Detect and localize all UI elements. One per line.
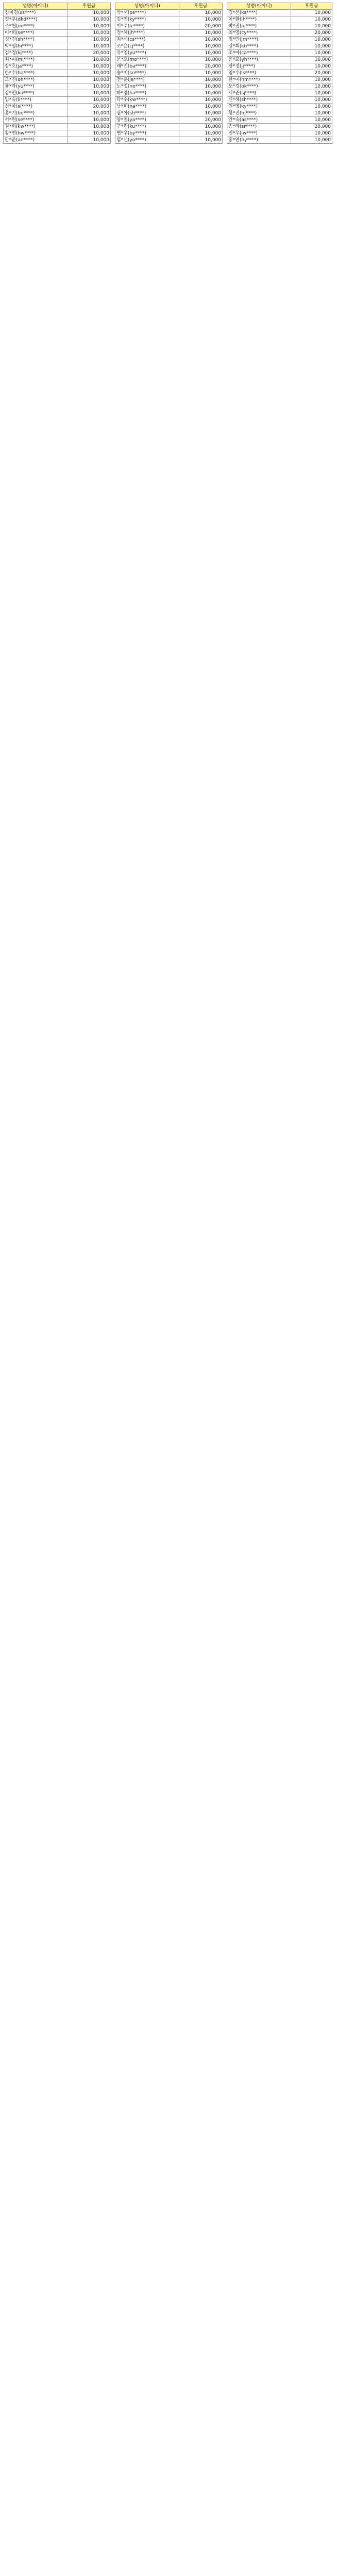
donor-name: 안*숙(as****) (227, 117, 291, 124)
table-row (227, 90, 332, 97)
table-row (115, 83, 223, 90)
donation-amount: 10,000 (291, 23, 332, 30)
donor-name: 박*서(ps****) (115, 10, 179, 16)
donor-name: 신*혜(sh****) (227, 97, 291, 104)
donation-amount: 10,000 (68, 57, 111, 63)
donation-amount: 10,000 (68, 30, 111, 37)
donor-name: 성*진(sh****) (4, 37, 68, 43)
table-row (227, 117, 332, 124)
donation-amount: 10,000 (179, 37, 223, 43)
donation-amount: 10,000 (291, 90, 332, 97)
donor-name: 서*준(sj****) (227, 90, 291, 97)
donor-name: 김미경(ss****) (4, 10, 68, 16)
donor-name: 심*아(sh****) (115, 110, 179, 117)
donation-amount: 10,000 (68, 137, 111, 144)
name-column-header: 성명(아이디) (115, 3, 179, 10)
donor-name: 최*미(mi****) (4, 57, 68, 63)
donation-amount: 20,000 (68, 104, 111, 110)
donor-name: 조*은(cj****) (115, 43, 179, 50)
donor-name: 송*미(so****) (115, 70, 179, 77)
donor-name: 신*아(si****) (4, 104, 68, 110)
donation-amount: 10,000 (291, 117, 332, 124)
table-row (227, 124, 332, 130)
donor-name: 정*혜(jh****) (115, 30, 179, 37)
donor-name: 서*원(se****) (4, 117, 68, 124)
donation-amount: 10,000 (179, 104, 223, 110)
donation-amount: 10,000 (291, 77, 332, 83)
table-row (227, 23, 332, 30)
donation-amount: 10,000 (179, 137, 223, 144)
donor-name: 이*희(se****) (4, 30, 68, 37)
table-row (115, 117, 223, 124)
table-row (227, 63, 332, 70)
donation-amount: 10,000 (179, 83, 223, 90)
donation-amount: 10,000 (68, 130, 111, 137)
table-row (115, 10, 223, 16)
name-column-header: 성명(아이디) (4, 3, 68, 10)
donation-amount: 10,000 (179, 97, 223, 104)
donation-amount: 10,000 (68, 43, 111, 50)
donor-name: 염*선(yo****) (115, 137, 179, 144)
table-row (227, 77, 332, 83)
donation-amount: 10,000 (68, 124, 111, 130)
donor-column-3 (227, 3, 332, 144)
donor-table-2 (115, 3, 223, 144)
donation-amount: 20,000 (68, 50, 111, 57)
table-row (227, 104, 332, 110)
donation-amount: 10,000 (291, 50, 332, 57)
table-row (115, 130, 223, 137)
header-row (4, 3, 111, 10)
donation-amount: 20,000 (291, 124, 332, 130)
donor-name: 임*수(ls****) (227, 70, 291, 77)
donor-name: 문*호(mo****) (115, 57, 179, 63)
donor-name: 황*진(hj****) (227, 110, 291, 117)
donation-amount: 20,000 (291, 70, 332, 77)
donor-name: 홍*기(ho****) (4, 110, 68, 117)
table-row (115, 57, 223, 63)
table-row (227, 16, 332, 23)
table-row (4, 117, 111, 124)
donation-amount: 10,000 (68, 117, 111, 124)
table-row (4, 97, 111, 104)
donor-name: 최*영(cy****) (227, 30, 291, 37)
table-row (115, 124, 223, 130)
donation-amount: 10,000 (291, 83, 332, 90)
table-row (115, 110, 223, 117)
table-row (115, 63, 223, 70)
donor-name: 양*철(ya****) (115, 117, 179, 124)
donor-name: 김*선(ks****) (227, 10, 291, 16)
amount-column-header: 후원금 (291, 3, 332, 10)
donation-amount: 10,000 (68, 16, 111, 23)
donation-amount: 10,000 (179, 90, 223, 97)
donor-name: 유*영(yu****) (115, 50, 179, 57)
header-row (115, 3, 223, 10)
donation-amount: 10,000 (291, 57, 332, 63)
donor-name: 김*연(ky****) (115, 16, 179, 23)
table-row (115, 104, 223, 110)
donation-amount: 10,000 (68, 70, 111, 77)
donation-amount: 10,000 (68, 97, 111, 104)
donor-name: 오*경(ok****) (227, 83, 291, 90)
donor-name: 박*영(hi****) (4, 43, 68, 50)
donation-amount: 10,000 (179, 43, 223, 50)
donor-name: 강*희(kh****) (227, 43, 291, 50)
donation-amount: 10,000 (179, 70, 223, 77)
donor-name: 김*정(kj****) (4, 50, 68, 57)
donation-amount: 10,000 (68, 110, 111, 117)
table-row (4, 50, 111, 57)
donation-amount: 10,000 (291, 137, 332, 144)
donation-amount: 20,000 (291, 30, 332, 37)
table-row (4, 77, 111, 83)
amount-column-header: 후원금 (179, 3, 223, 10)
donation-amount: 10,000 (291, 16, 332, 23)
donation-amount: 10,000 (68, 63, 111, 70)
donor-name: 홍*연(hy****) (227, 137, 291, 144)
table-row (115, 23, 223, 30)
table-row (115, 90, 223, 97)
table-row (227, 37, 332, 43)
donor-name: 하*경(ha****) (115, 90, 179, 97)
donation-amount: 20,000 (179, 117, 223, 124)
table-row (115, 30, 223, 37)
donor-name: 남*희(na****) (115, 104, 179, 110)
donor-name: 강*민(ka****) (4, 90, 68, 97)
table-row (227, 110, 332, 117)
donor-name: 이*주(le****) (115, 23, 179, 30)
table-row (115, 137, 223, 144)
table-row (115, 77, 223, 83)
donor-name: 박*진(pj****) (227, 23, 291, 30)
donation-amount: 10,000 (68, 10, 111, 16)
donation-amount: 20,000 (179, 63, 223, 70)
donor-name: 임*숙(li****) (4, 97, 68, 104)
donor-name: 윤*호(yh****) (227, 57, 291, 63)
donation-amount: 10,000 (291, 104, 332, 110)
donation-amount: 10,000 (179, 57, 223, 63)
donor-name: 조*아(ca****) (227, 50, 291, 57)
table-row (227, 83, 332, 90)
header-row (227, 3, 332, 10)
donor-name: 오*진(oh****) (4, 77, 68, 83)
donor-name: 정*민(jm****) (227, 37, 291, 43)
donor-name: 곽*수(kw****) (115, 97, 179, 104)
donation-amount: 10,000 (291, 97, 332, 104)
table-row (227, 70, 332, 77)
donor-name: 한*수(ha****) (4, 70, 68, 77)
donor-name: 권*희(kw****) (4, 124, 68, 130)
table-row (4, 130, 111, 137)
donation-amount: 10,000 (291, 43, 332, 50)
donation-amount: 10,000 (291, 10, 332, 16)
donor-table-3 (227, 3, 332, 144)
donation-amount: 10,000 (291, 110, 332, 117)
donor-name: 윤*라(yu****) (4, 83, 68, 90)
donor-name: 노*정(no****) (115, 83, 179, 90)
table-row (115, 43, 223, 50)
donation-amount: 20,000 (179, 23, 223, 30)
donation-amount: 10,000 (291, 130, 332, 137)
table-row (227, 10, 332, 16)
donation-amount: 10,000 (179, 10, 223, 16)
table-row (4, 43, 111, 50)
table-row (115, 97, 223, 104)
donation-amount: 10,000 (68, 77, 111, 83)
donor-name: 구*린(ku****) (115, 124, 179, 130)
donation-amount: 10,000 (179, 77, 223, 83)
donation-amount: 10,000 (291, 63, 332, 70)
donor-name: 장*정(jj****) (227, 63, 291, 70)
table-row (4, 104, 111, 110)
donor-name: 정*우(dkd****) (4, 16, 68, 23)
table-row (227, 30, 332, 37)
donor-column-1 (3, 3, 111, 144)
table-row (227, 43, 332, 50)
donor-name: 안*준(an****) (4, 137, 68, 144)
table-row (227, 137, 332, 144)
table-row (227, 50, 332, 57)
table-row (115, 50, 223, 57)
table-row (227, 130, 332, 137)
donor-name: 배*진(ba****) (115, 63, 179, 70)
donation-amount: 10,000 (68, 90, 111, 97)
donation-amount: 10,000 (179, 130, 223, 137)
table-row (4, 16, 111, 23)
table-row (4, 37, 111, 43)
table-row (4, 110, 111, 117)
table-row (4, 63, 111, 70)
donor-name: 황*연(hw****) (4, 130, 68, 137)
table-row (4, 57, 111, 63)
table-row (227, 97, 332, 104)
donor-table-1 (3, 3, 111, 144)
amount-column-header: 후원금 (68, 3, 111, 10)
table-row (4, 137, 111, 144)
name-column-header: 성명(아이디) (227, 3, 291, 10)
donor-column-2 (115, 3, 223, 144)
table-row (115, 70, 223, 77)
table-row (4, 30, 111, 37)
donor-name: 한*미(hm****) (227, 77, 291, 83)
donor-name: 조*현(on****) (4, 23, 68, 30)
table-row (4, 124, 111, 130)
table-row (227, 57, 332, 63)
table-row (115, 16, 223, 23)
donor-name: 송*라(sr****) (227, 124, 291, 130)
donation-amount: 10,000 (179, 124, 223, 130)
donation-amount: 10,000 (291, 37, 332, 43)
table-row (4, 70, 111, 77)
donor-name: 이*환(lh****) (227, 16, 291, 23)
donor-name: 권*영(ky****) (227, 104, 291, 110)
donation-amount: 10,000 (179, 30, 223, 37)
donor-name: 최*석(cs****) (115, 37, 179, 43)
donor-name: 장*호(ja****) (4, 63, 68, 70)
donor-name: 전*훈(je****) (115, 77, 179, 83)
table-row (4, 90, 111, 97)
table-row (4, 10, 111, 16)
table-row (115, 37, 223, 43)
donation-amount: 10,000 (179, 16, 223, 23)
donor-name: 전*우(jw****) (227, 130, 291, 137)
table-row (4, 23, 111, 30)
donation-amount: 10,000 (68, 83, 111, 90)
donation-amount: 10,000 (68, 23, 111, 30)
donor-name: 변*우(by****) (115, 130, 179, 137)
donation-amount: 10,000 (68, 37, 111, 43)
table-row (4, 83, 111, 90)
donation-amount: 10,000 (179, 50, 223, 57)
donation-amount: 10,000 (179, 110, 223, 117)
